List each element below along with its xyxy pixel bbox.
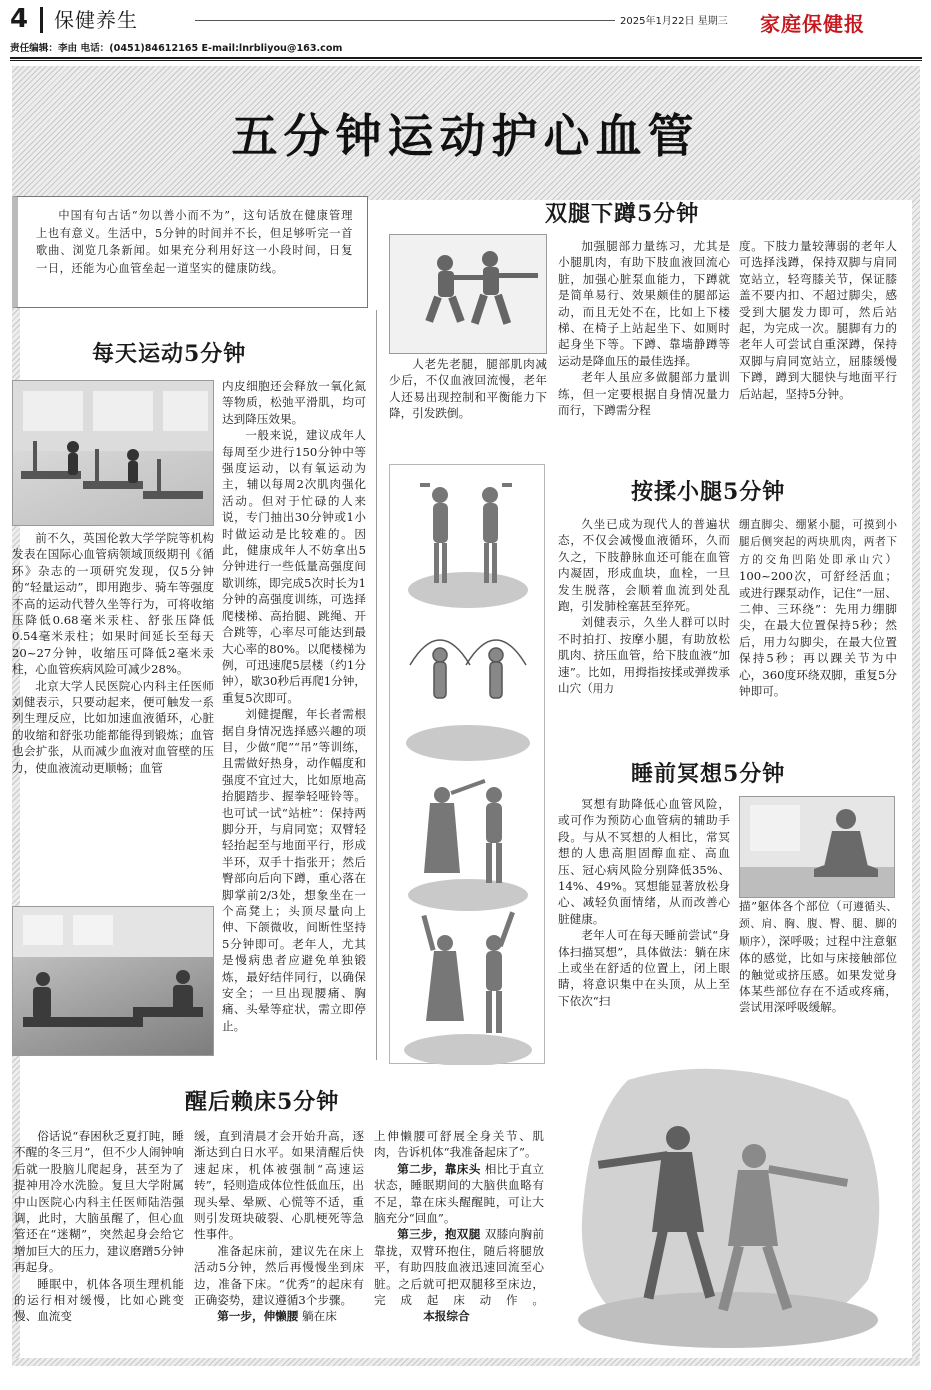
exercise-figures — [390, 465, 546, 1065]
wakeup-col1 — [14, 1128, 184, 1325]
squat-mid-para2: 老年人虽应多做腿部力量训练，但一定要根据自身情况量力而行，下蹲需分程 — [558, 370, 730, 418]
wakeup-step2-text: 相比于直立状态，睡眠期间的大脑供血略有不足，靠在床头醒醒盹，可让大脑充分“回血”。 — [374, 1161, 544, 1226]
wakeup-col1-para1: 俗话说“春困秋乏夏打盹，睡不醒的冬三月”，但不少人闹钟响后就一股脑儿爬起身，甚至为了提神用冷水洗脸。复旦大学附属中山医院心内科主任医师陆浩强调，此时，大脑虽醒了，但心血管还在“迷糊”，突然起身会给它增加巨大的压力，建议磨蹭5分钟再起身。 — [14, 1129, 184, 1275]
section-name: 保健养生 — [54, 8, 138, 32]
wakeup-step2-label: 第二步，靠床头 — [397, 1161, 481, 1176]
calf-left-para2 — [558, 614, 730, 697]
exercise-illustration-strip — [389, 464, 545, 1064]
column-divider — [376, 310, 377, 1060]
calf-left-col — [558, 516, 730, 697]
wakeup-col3 — [374, 1128, 544, 1325]
squat-left-para1: 人老先老腿，腿部肌肉减少后，不仅血液回流慢，老年人还易出现控制和平衡能力下降，引发跌倒。 — [389, 357, 547, 421]
daily-col2 — [222, 378, 366, 1034]
elderly-stretching-illustration — [558, 1060, 898, 1356]
frame-bottom-band — [12, 1358, 920, 1366]
wakeup-col3-para1: 上伸懒腰可舒展全身关节、肌肉，告诉机体“我准备起床了”。 — [374, 1129, 544, 1160]
wakeup-col2-para1: 缓，直到清晨才会开始升高，逐渐达到白日水平。如果清醒后快速起床，机体被强制“高速运转”，轻则造成体位性低血压，出现头晕、晕厥、心慌等不适，重则引发斑块破裂、心肌梗死等急性事件。 — [194, 1129, 364, 1242]
section-title-wakeup: 醒后赖床5分钟 — [185, 1089, 340, 1115]
editor-contact-line: 责任编辑：李由 电话：(0451)84612165 E-mail:lnrbliyou@163.com — [10, 43, 343, 54]
intro-box — [12, 196, 368, 308]
meditate-right-text: 描”躯体各个部位（ — [739, 899, 843, 913]
wakeup-step3-label: 第三步，抱双腿 — [397, 1227, 481, 1242]
issue-date: 2025年1月22日 星期三 — [620, 16, 728, 27]
calf-left-note: 用力 — [592, 683, 614, 696]
meditate-left-para2: 老年人可在每天睡前尝试“身体扫描冥想”，具体做法：躺在床上或坐在舒适的位置上，闭上眼睛，将意识集中在头顶，从上至下依次“扫 — [558, 928, 730, 1008]
article-byline: 本报综合 — [423, 1309, 470, 1324]
wakeup-step1-label: 第一步，伸懒腰 — [217, 1309, 299, 1324]
squat-right-para1: 度。下肢力量较薄弱的老年人可选择浅蹲，保持双脚与肩同宽站立，轻弯膝关节，保证膝盖不要内扣、不超过脚尖，感受到大腿发力即可，然后站起，为完成一次。腿脚有力的老年人可尝试自重深蹲，保持双脚与肩同宽站立，屈膝缓慢下蹲，蹲到大腿快与地面平行后站起，坚持5分钟。 — [739, 239, 897, 401]
calf-right-note: 绷直脚尖、绷紧小腿，可摸到小腿后侧突起的两块肌肉，两者下方的交角凹陷处即承山穴 — [739, 519, 897, 566]
squat-right-col — [739, 238, 897, 402]
daily-col1-para2: 北京大学人民医院心内科主任医师刘健表示，只要动起来，便可触发一系列生理反应，比如加速血液循环，心脏的收缩和舒张功能都能得到锻炼；血管也会扩张，从而减少血液对血管壁的压力，使血液流动更顺畅；血管 — [12, 678, 214, 775]
meditation-photo — [739, 796, 895, 898]
meditate-left-para1: 冥想有助降低心血管风险，或可作为预防心血管病的辅助手段。与从不冥想的人相比，常冥想的人患高胆固醇血症、高血压、冠心病风险分别降低35%、14%、49%。冥想能显著放松身心、减轻负面情绪，从而改善心脏健康。 — [558, 797, 730, 926]
daily-col2-para1: 内皮细胞还会释放一氧化氮等物质，松弛平滑肌，均可达到降压效果。 — [222, 379, 366, 426]
treadmill-gym-photo — [12, 380, 214, 526]
meditate-left-col — [558, 796, 730, 1009]
calf-left-para1: 久坐已成为现代人的普遍状态，不仅会减慢血液循环，久而久之，下肢静脉血还可能在血管内凝固，形成血块，血栓，一旦发生脱落，会顺着血流到处乱跑，引发肺栓塞甚至猝死。 — [558, 517, 730, 614]
daily-col1-para1: 前不久，英国伦敦大学学院等机构发表在国际心血管病领域顶级期刊《循环》杂志的一项研究发现，仅5分钟的“轻量运动”，即用跑步、骑车等强度不高的运动代替久坐等行为，可将收缩压降低0.68毫米汞柱、舒张压降低0.54毫米汞柱；如果时间延长至每天20~27分钟，收缩压可降低2毫米汞柱，心血管疾病风险可减少28%。 — [12, 531, 214, 677]
wakeup-col2 — [194, 1128, 364, 1325]
article-title: 五分钟运动护心血管 — [231, 109, 700, 163]
section-title-meditate: 睡前冥想5分钟 — [631, 761, 786, 787]
daily-col2-para3: 刘健提醒，年长者需根据自身情况选择感兴趣的项目，少做“爬”“吊”等训练，且需做好热身，动作幅度和强度不宜过大，比如原地高抬腿踏步、握拳轻哑铃等。也可试一试“站桩”：保持两脚分开，与肩同宽；双臂轻轻抬起至与地面平行，形成半环，双手十指张开；然后臀部向后向下蹲，重心落在脚掌前2/3处，想象坐在一个高凳上；头顶尽量向上伸、下颌微收，间断性坚持5分钟即可。老年人，尤其是慢病患者应避免单独锻炼，最好结伴同行，以确保安全；一旦出现腰痛、胸痛、头晕等症状，需立即停止。 — [222, 707, 366, 1033]
squat-illustration — [390, 235, 547, 354]
squat-mid-col — [558, 238, 730, 418]
wakeup-col2-para2: 准备起床前，建议先在床上活动5分钟，然后再慢慢坐到床边，准备下床。“优秀”的起床有正确姿势，建议遵循3个步骤。 — [194, 1243, 364, 1308]
squat-left-col — [389, 356, 547, 422]
header-rule — [195, 20, 615, 21]
wakeup-step1-text: 躺在床 — [302, 1309, 337, 1324]
section-title-squat: 双腿下蹲5分钟 — [545, 201, 700, 227]
page-number: 4 — [10, 4, 29, 34]
calf-right-col — [739, 516, 897, 699]
rowing-machine-photo — [12, 906, 214, 1056]
rowing-illustration — [13, 907, 214, 1056]
squat-couple-photo — [389, 234, 547, 354]
squat-mid-para1: 加强腿部力量练习，尤其是小腿肌肉，有助下肢血液回流心脏，加强心脏泵血能力，下蹲就是简单易行、效果颇佳的腿部运动，而且无处不在，比如上下楼梯、在椅子上站起坐下、如厕时起身坐下等。下蹲、靠墙静蹲等运动是降血压的最佳选择。 — [558, 239, 730, 368]
wakeup-step3-text: 双膝向胸前靠拢，双臂环抱住，随后将腿放平，有助四肢血液迅速回流至心脏。之后就可把双腿移至床边，完成起床动作。 — [374, 1227, 544, 1308]
daily-col1 — [12, 530, 214, 776]
meditate-right-col — [739, 898, 897, 1016]
treadmill-illustration — [13, 381, 214, 526]
daily-col2-para2: 一般来说，建议成年人每周至少进行150分钟中等强度运动，以有氧运动为主，辅以每周2次肌肉强化活动。但对于忙碌的人来说，专门抽出30分钟或1小时做运动是比较难的。因此，健康成年人不妨拿出5分钟进行一些低量高强度间歇训练，即完成5次时长为1分钟的高强度训练，可选择爬楼梯、高抬腿、跳绳、开合跳等，心率尽可能达到最大心率的80%。以爬楼梯为例，可迅速爬5层楼（约1分钟），歇30秒后再爬1分钟，重复5次即可。 — [222, 428, 366, 705]
header-double-rule — [10, 57, 922, 61]
wakeup-col1-para2: 睡眠中，机体各项生理机能的运行相对缓慢，比如心跳变慢、血流变 — [14, 1276, 184, 1324]
section-title-daily: 每天运动5分钟 — [92, 341, 247, 367]
calf-left-para2-text: 刘健表示，久坐人群可以时不时拍打、按摩小腿，有助放松肌肉、挤压血管，给下肢血液“加速”。比如，用拇指按揉或弹拨承山穴（ — [558, 615, 730, 696]
newspaper-name: 家庭保健报 — [760, 12, 865, 36]
page-number-divider — [40, 7, 43, 33]
meditate-right-rest: ），深呼吸；过程中注意躯体的感觉，比如与床接触部位的触觉或挤压感。如果发觉身体某些部位存在不适或疼痛，尝试用深呼吸缓解。 — [739, 933, 898, 1015]
section-title-calf: 按揉小腿5分钟 — [631, 479, 786, 505]
stretching-figures — [558, 1060, 898, 1356]
frame-right-band — [912, 66, 920, 1366]
calf-right-text: ）100~200次，可舒经活血；或进行踝泵动作，记住“一屈、二伸、三环绕”：先用力绷脚尖，在最大位置保持5秒；然后，用力勾脚尖，在最大位置保持5秒；再以踝关节为中心，360度环绕双脚，重复5分钟即可。 — [739, 551, 897, 699]
meditation-illustration — [740, 797, 895, 898]
meditate-right-note: 可遵循头、颈、肩、胸、腹、臀、腿、脚的顺序 — [739, 901, 897, 948]
intro-text: 中国有句古话“勿以善小而不为”，这句话放在健康管理上也有意义。生活中，5分钟的时间并不长，但足够听完一首歌曲、浏览几条新闻。如果充分利用好这一小段时间，日复一日，还能为心血管垒起一道坚实的健康防线。 — [36, 209, 353, 275]
